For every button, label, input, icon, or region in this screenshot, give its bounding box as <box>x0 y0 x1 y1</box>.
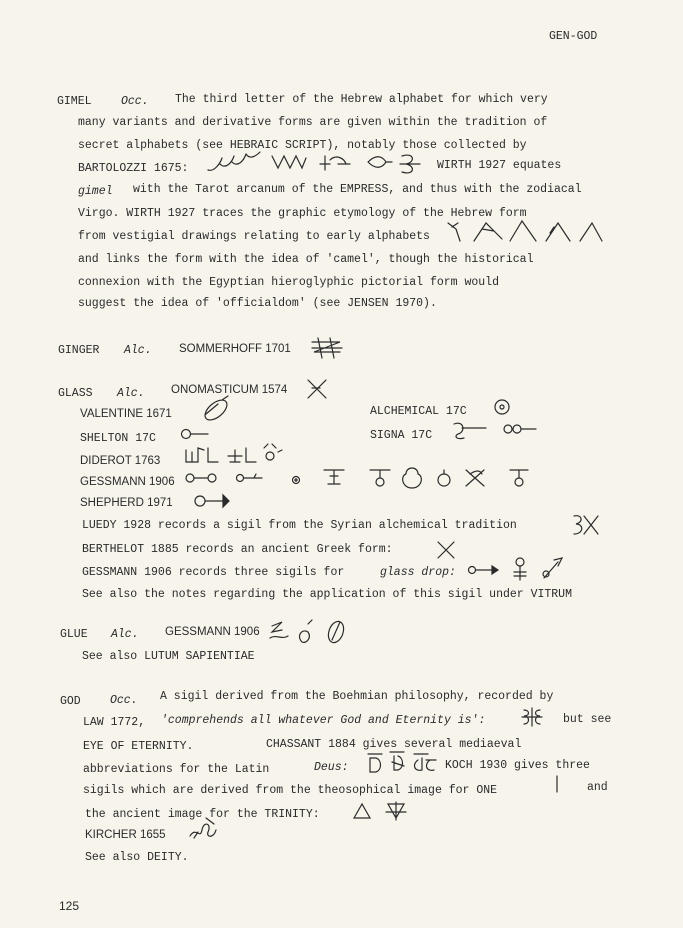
headword: GINGER <box>58 344 100 357</box>
kircher-sigil <box>186 816 220 842</box>
headword: GIMEL <box>57 95 92 108</box>
headword: GLUE <box>60 628 88 641</box>
ginger-sigil <box>310 336 346 360</box>
entry-text: LUEDY 1928 records a sigil from the Syrian alchemical tradition <box>82 519 517 532</box>
bartolozzi-sigils <box>206 150 436 176</box>
entry-text-italic: glass drop: <box>380 566 456 579</box>
entry-text: connexion with the Egyptian hieroglyphic pictorial form would <box>78 276 499 289</box>
source: GESSMANN 1906 <box>165 626 260 638</box>
headword: GOD <box>60 695 81 708</box>
law-sigil <box>520 706 544 730</box>
glass-drop-sigils <box>466 554 566 582</box>
entry-text: BARTOLOZZI 1675: <box>78 162 189 175</box>
onomasticum-sigil <box>306 378 330 400</box>
category-tag: Alc. <box>117 387 145 400</box>
entry-text: See also DEITY. <box>85 851 189 864</box>
entry-text: BERTHELOT 1885 records an ancient Greek form: <box>82 543 393 556</box>
entry-text: See also LUTUM SAPIENTIAE <box>82 650 255 663</box>
entry-text: and <box>587 781 608 794</box>
signa-sigils <box>450 418 540 442</box>
entry-text: the ancient image for the TRINITY: <box>85 808 320 821</box>
source: SIGNA 17C <box>370 429 433 442</box>
entry-text-italic: 'comprehends all whatever God and Eternity is': <box>161 714 486 727</box>
entry-text-italic: gimel <box>78 185 113 198</box>
trinity-sigils <box>352 800 412 822</box>
source: SOMMERHOFF 1701 <box>179 343 291 355</box>
entry-text-italic: Deus: <box>314 761 349 774</box>
running-head: GEN-GOD <box>549 30 598 43</box>
glue-sigils <box>268 618 352 646</box>
entry-text: many variants and derivative forms are given within the tradition of <box>78 116 548 129</box>
one-sigil <box>552 774 562 794</box>
entry-text: WIRTH 1927 equates <box>437 159 562 172</box>
cross-reference: EYE OF ETERNITY. <box>83 740 194 753</box>
entry-text: The third letter of the Hebrew alphabet for which very <box>175 93 548 106</box>
entry-text: from vestigial drawings relating to early alphabets <box>78 230 430 243</box>
deus-abbreviations <box>364 750 440 776</box>
entry-text: and links the form with the idea of 'camel', though the historical <box>78 253 534 266</box>
shepherd-sigil <box>193 492 233 510</box>
entry-text: suggest the idea of 'officialdom' (see JENSEN 1970). <box>78 297 437 310</box>
entry-text: sigils which are derived from the theosophical image for ONE <box>83 784 498 797</box>
entry-text: secret alphabets (see HEBRAIC SCRIPT), notably those collected by <box>78 139 527 152</box>
entry-text: See also the notes regarding the application of this sigil under VITRUM <box>82 588 572 601</box>
early-alphabet-sigils <box>446 217 606 245</box>
source: VALENTINE 1671 <box>80 408 172 420</box>
category-tag: Alc. <box>124 344 152 357</box>
page-number: 125 <box>59 899 80 913</box>
entry-text: KOCH 1930 gives three <box>445 759 590 772</box>
source: KIRCHER 1655 <box>85 829 166 841</box>
entry-text: but see <box>563 713 612 726</box>
source: SHELTON 17C <box>80 432 156 445</box>
headword: GLASS <box>58 387 93 400</box>
berthelot-sigil <box>436 538 458 560</box>
category-tag: Alc. <box>111 628 139 641</box>
entry-text: with the Tarot arcanum of the EMPRESS, and thus with the zodiacal <box>133 183 582 196</box>
category-tag: Occ. <box>110 694 138 707</box>
entry-text: GESSMANN 1906 records three sigils for <box>82 566 345 579</box>
entry-text: A sigil derived from the Boehmian philosophy, recorded by <box>160 690 554 703</box>
entry-text: CHASSANT 1884 gives several mediaeval <box>266 738 522 751</box>
category-tag: Occ. <box>121 95 149 108</box>
source: GESSMANN 1906 <box>80 476 175 488</box>
entry-text: abbreviations for the Latin <box>83 763 270 776</box>
entry-text: LAW 1772, <box>83 716 146 729</box>
alchemical-sigil <box>492 398 512 418</box>
source: DIDEROT 1763 <box>80 455 161 467</box>
valentine-sigil <box>200 396 234 422</box>
source: ALCHEMICAL 17C <box>370 405 467 418</box>
shelton-sigil <box>180 426 212 442</box>
source: ONOMASTICUM 1574 <box>171 384 288 396</box>
entry-text: Virgo. WIRTH 1927 traces the graphic etymology of the Hebrew form <box>78 207 527 220</box>
luedy-sigil <box>572 512 602 538</box>
source: SHEPHERD 1971 <box>80 497 173 509</box>
gessmann-sigils <box>184 464 534 490</box>
